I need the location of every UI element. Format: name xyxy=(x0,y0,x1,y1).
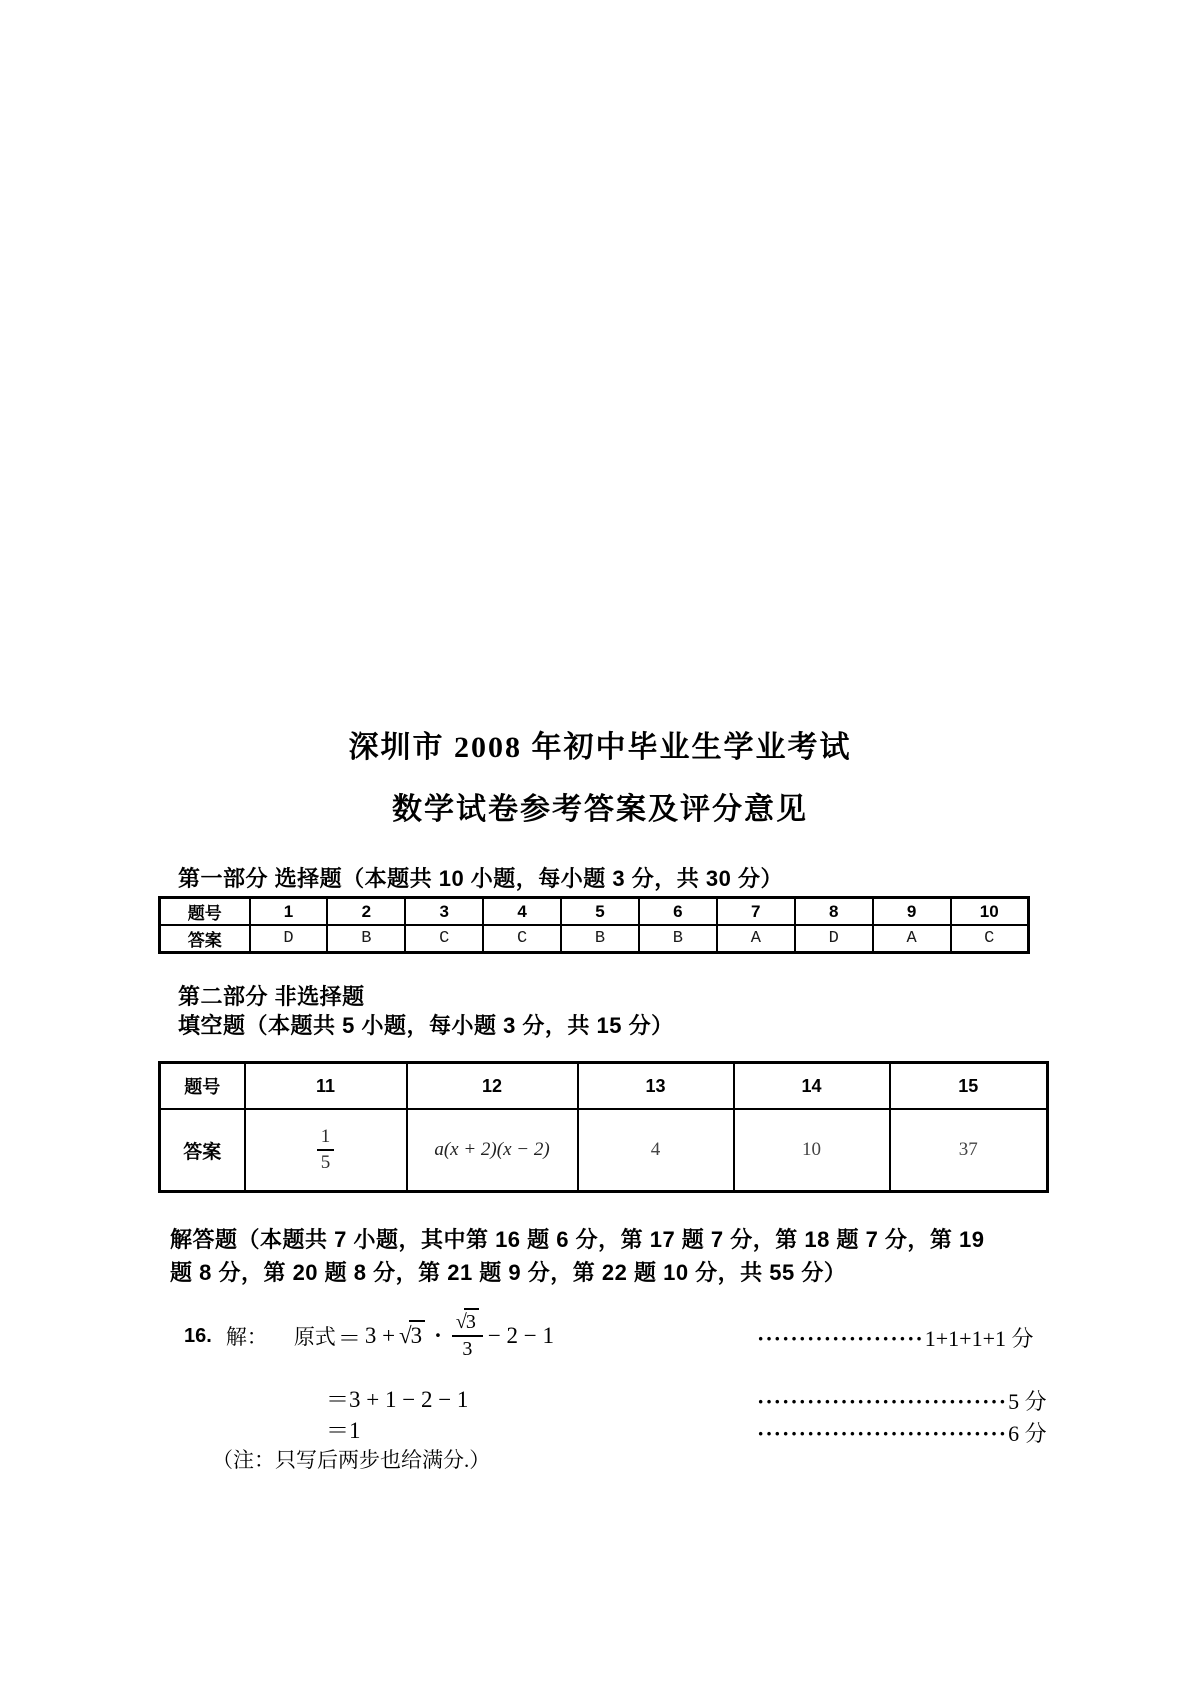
table-row-question-numbers xyxy=(160,1063,1048,1110)
original-expression-label: 原式 xyxy=(293,1325,336,1349)
question-number-cell: 7 xyxy=(717,898,795,926)
problem16-equation-line2: ＝3 + 1 − 2 − 1 xyxy=(326,1387,469,1412)
answer-cell-q15: 37 xyxy=(890,1109,1048,1192)
question-number-cell: 14 xyxy=(734,1063,890,1110)
score-label: 6 分 xyxy=(1008,1421,1047,1446)
question-number-cell: 5 xyxy=(561,898,639,926)
dot-leader: ······························ xyxy=(757,1389,1008,1414)
answer-cell: D xyxy=(250,925,328,953)
fraction-sqrt3-over-3 xyxy=(452,1311,483,1361)
fill-in-blank-heading: 填空题（本题共 5 小题，每小题 3 分，共 15 分） xyxy=(178,1013,674,1038)
section3-heading xyxy=(170,1223,1055,1289)
section3-heading-line2: 题 8 分，第 20 题 8 分，第 21 题 9 分，第 22 题 10 分，共 55 分） xyxy=(170,1260,847,1285)
grading-note: （注：只写后两步也给满分.） xyxy=(212,1448,491,1472)
problem16-equation-line3: ＝1 xyxy=(326,1418,361,1443)
row-header-answer: 答案 xyxy=(160,925,250,953)
question-number-cell: 8 xyxy=(795,898,873,926)
fraction-denominator: 3 xyxy=(462,1338,473,1360)
answer-cell-q12: a(x + 2)(x − 2) xyxy=(407,1109,578,1192)
equals-sign: ＝ xyxy=(337,1325,361,1351)
score-leader-line3 xyxy=(757,1417,1047,1448)
answer-key-subtitle: 数学试卷参考答案及评分意见 xyxy=(392,793,808,826)
answer-cell: D xyxy=(795,925,873,953)
score-label: 5 分 xyxy=(1008,1389,1047,1414)
section1-heading: 第一部分 选择题（本题共 10 小题，每小题 3 分，共 30 分） xyxy=(178,866,783,891)
fraction-denominator: 5 xyxy=(320,1152,331,1173)
question-number-cell: 6 xyxy=(639,898,717,926)
score-leader-line2 xyxy=(757,1385,1047,1416)
answer-cell: B xyxy=(327,925,405,953)
row-header-question-number: 题号 xyxy=(160,898,250,926)
row-header-answer: 答案 xyxy=(160,1109,245,1192)
answer-cell-q11-fraction xyxy=(245,1109,407,1192)
score-label: 1+1+1+1 分 xyxy=(924,1326,1034,1351)
section2-heading: 第二部分 非选择题 xyxy=(178,984,365,1009)
question-number-cell: 2 xyxy=(327,898,405,926)
square-root-term: √3 xyxy=(399,1323,425,1349)
answer-cell: C xyxy=(405,925,483,953)
section3-heading-line1: 解答题（本题共 7 小题，其中第 16 题 6 分，第 17 题 7 分，第 18 题 7 分，第 19 xyxy=(170,1227,985,1252)
math-term: 3 + xyxy=(364,1323,396,1348)
fraction-one-fifth xyxy=(317,1126,335,1174)
dot-leader: ······························ xyxy=(757,1421,1008,1446)
square-root-term: √3 xyxy=(456,1311,479,1333)
question-number-cell: 12 xyxy=(407,1063,578,1110)
question-number-cell: 13 xyxy=(578,1063,734,1110)
question-number-cell: 10 xyxy=(951,898,1029,926)
answer-cell: A xyxy=(717,925,795,953)
fill-in-blank-answer-table xyxy=(158,1061,1049,1193)
score-leader-line1 xyxy=(757,1322,1033,1353)
radicand: 3 xyxy=(409,1320,426,1348)
answer-cell: A xyxy=(873,925,951,953)
answer-cell-q13: 4 xyxy=(578,1109,734,1192)
answer-cell: B xyxy=(561,925,639,953)
table-row-question-numbers xyxy=(160,898,1029,926)
row-header-question-number: 题号 xyxy=(160,1063,245,1110)
table-row-answers xyxy=(160,1109,1048,1192)
answer-cell: C xyxy=(483,925,561,953)
question-number-cell: 11 xyxy=(245,1063,407,1110)
question-number-cell: 1 xyxy=(250,898,328,926)
table-row-answers xyxy=(160,925,1029,953)
exam-title: 深圳市 2008 年初中毕业生学业考试 xyxy=(348,731,852,764)
question-number-cell: 9 xyxy=(873,898,951,926)
multiple-choice-answer-table xyxy=(158,896,1030,954)
math-term: − 2 − 1 xyxy=(487,1323,555,1348)
problem-number: 16. xyxy=(184,1324,212,1347)
dot-leader: ···················· xyxy=(757,1326,924,1351)
answer-cell: C xyxy=(951,925,1029,953)
answer-cell: B xyxy=(639,925,717,953)
radicand: 3 xyxy=(464,1308,479,1333)
answer-cell-q14: 10 xyxy=(734,1109,890,1192)
fraction-numerator: 1 xyxy=(317,1126,335,1151)
question-number-cell: 15 xyxy=(890,1063,1048,1110)
fraction-numerator xyxy=(452,1311,483,1337)
question-number-cell: 3 xyxy=(405,898,483,926)
solve-label: 解： xyxy=(225,1325,268,1349)
question-number-cell: 4 xyxy=(483,898,561,926)
multiplication-dot: · xyxy=(434,1323,442,1348)
problem16-equation-line1 xyxy=(184,1296,556,1376)
